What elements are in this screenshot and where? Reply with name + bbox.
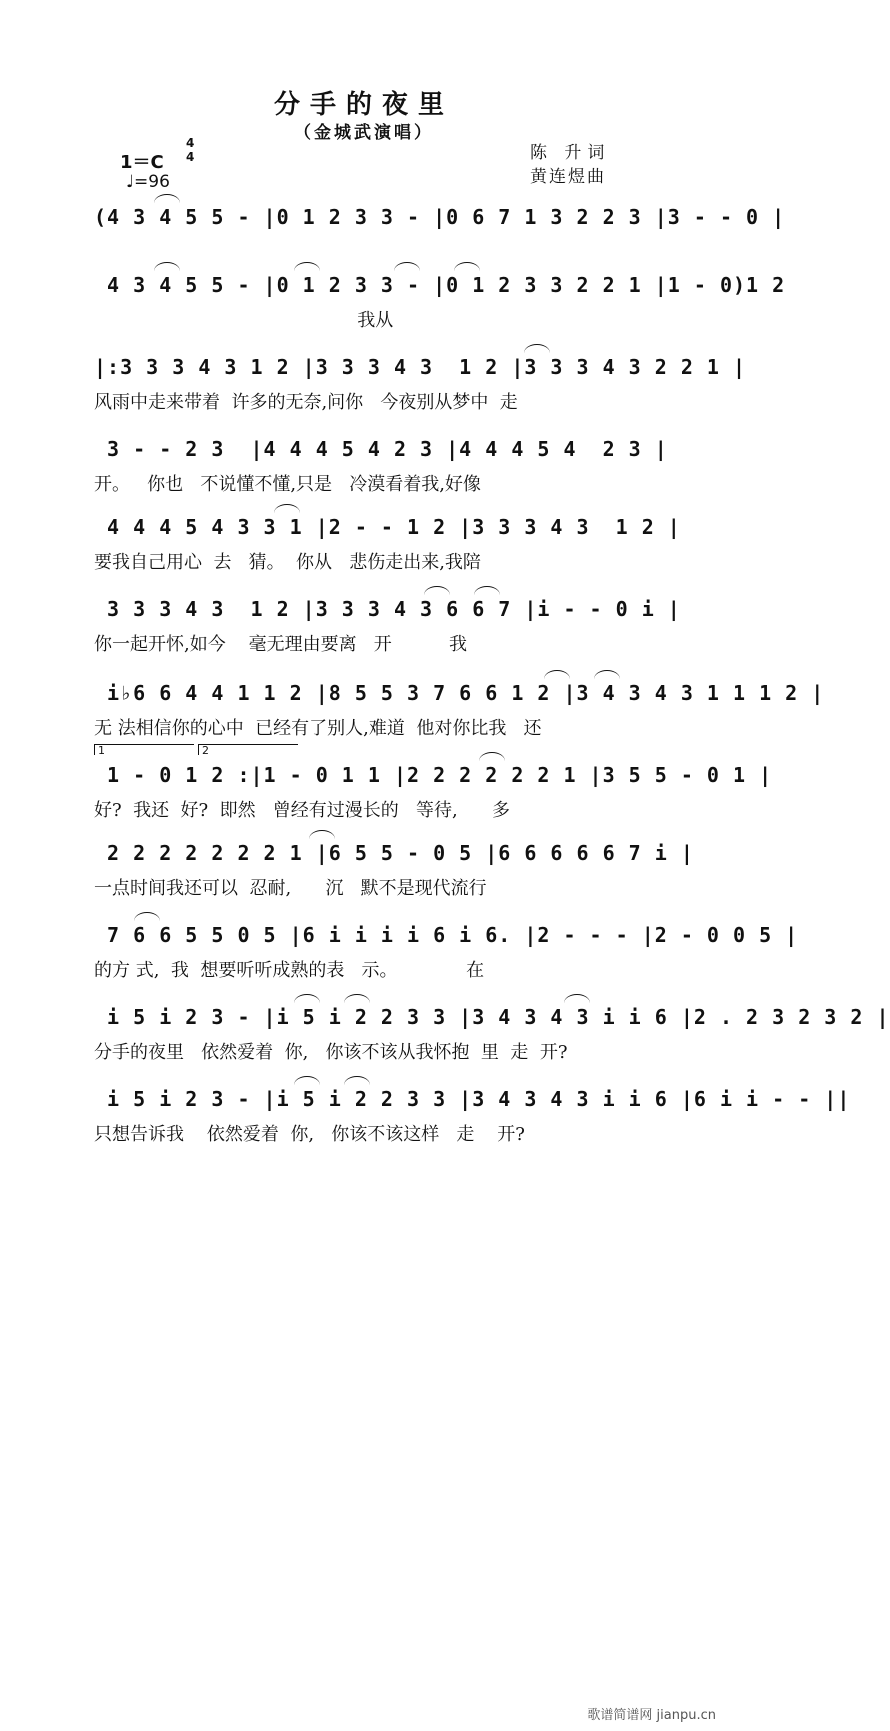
lyric-line: 你一起开怀,如今 毫无理由要离 开 我 xyxy=(94,634,467,655)
notation-line: (4 3 4 5 5 - |0 1 2 3 3 - |0 6 7 1 3 2 2 3 |3 - - 0 | xyxy=(94,205,786,229)
second-ending: 2 xyxy=(198,744,298,755)
lyric-line: 一点时间我还可以 忍耐, 沉 默不是现代流行 xyxy=(94,878,487,899)
site-watermark: 歌谱简谱网 jianpu.cn xyxy=(587,1708,716,1723)
slur-arc xyxy=(544,670,570,679)
slur-arc xyxy=(344,994,370,1003)
beam-line xyxy=(94,233,637,235)
lyric-line: 分手的夜里 依然爱着 你, 你该不该从我怀抱 里 走 开? xyxy=(94,1042,568,1063)
music-system xyxy=(94,350,747,413)
notation-line: 4 3 4 5 5 - |0 1 2 3 3 - |0 1 2 3 3 2 2 1 |1 - 0)1 2 xyxy=(94,273,786,297)
music-system xyxy=(94,836,694,899)
beam-line xyxy=(94,301,637,303)
meter-top: 4 xyxy=(186,136,195,150)
music-system xyxy=(94,744,773,821)
lyric-line: 的方 式, 我 想要听听成熟的表 示。 在 xyxy=(94,960,485,981)
lyric-line: 风雨中走来带着 许多的无奈,问你 今夜别从梦中 走 xyxy=(94,392,518,413)
meter-bottom: 4 xyxy=(186,150,195,164)
song-subtitle: （金城武演唱） xyxy=(294,123,434,143)
beam-line xyxy=(94,951,637,953)
slur-arc xyxy=(564,994,590,1003)
music-system xyxy=(94,1082,851,1145)
slur-arc xyxy=(424,586,450,595)
slur-arc xyxy=(524,344,550,353)
lyric-line: 开。 你也 不说懂不懂,只是 冷漠看着我,好像 xyxy=(94,474,481,495)
first-ending: 1 xyxy=(94,744,194,755)
slur-arc xyxy=(294,1076,320,1085)
music-system xyxy=(94,1000,890,1063)
slur-arc xyxy=(474,586,500,595)
music-system xyxy=(94,918,799,981)
beam-line xyxy=(94,383,637,385)
composer-credit: 黄连煜曲 xyxy=(530,167,606,187)
notation-line: |:3 3 3 4 3 1 2 |3 3 3 4 3 1 2 |3 3 3 4 3 2 2 1 | xyxy=(94,355,747,379)
notation-line: 3 - - 2 3 |4 4 4 5 4 2 3 |4 4 4 5 4 2 3 | xyxy=(94,437,668,461)
lyric-line: 我从 xyxy=(94,310,394,331)
lyric-line: 无 法相信你的心中 已经有了别人,难道 他对你比我 还 xyxy=(94,718,542,739)
song-title: 分手的夜里 xyxy=(273,90,454,120)
notation-line: i♭6 6 4 4 1 1 2 |8 5 5 3 7 6 6 1 2 |3 4 3 4 3 1 1 1 2 | xyxy=(94,681,825,705)
beam-line xyxy=(94,1115,637,1117)
slur-arc xyxy=(294,994,320,1003)
slur-arc xyxy=(274,504,300,513)
notation-line: 2 2 2 2 2 2 2 1 |6 5 5 - 0 5 |6 6 6 6 6 7 i | xyxy=(94,841,694,865)
music-system xyxy=(94,510,681,573)
beam-line xyxy=(94,465,637,467)
tempo-marking: ♩=96 xyxy=(126,172,170,192)
notation-line: 4 4 4 5 4 3 3 1 |2 - - 1 2 |3 3 3 4 3 1 2 | xyxy=(94,515,681,539)
music-system xyxy=(94,268,786,331)
beam-line xyxy=(94,1033,637,1035)
music-system xyxy=(94,676,825,739)
notation-line: 7 6 6 5 5 0 5 |6 i i i i 6 i 6. |2 - - - |2 - 0 0 5 | xyxy=(94,923,799,947)
time-signature xyxy=(186,136,194,164)
lyric-line: 好? 我还 好? 即然 曾经有过漫长的 等待, 多 xyxy=(94,800,511,821)
notation-line: 1 - 0 1 2 :|1 - 0 1 1 |2 2 2 2 2 2 1 |3 5 5 - 0 1 | xyxy=(94,763,773,787)
notation-line: i 5 i 2 3 - |i 5 i 2 2 3 3 |3 4 3 4 3 i i 6 |2 . 2 3 2 3 2 | xyxy=(94,1005,890,1029)
lyric-line: 只想告诉我 依然爱着 你, 你该不该这样 走 开? xyxy=(94,1124,525,1145)
key-signature: 1＝C xyxy=(120,152,164,173)
lyric-line: 要我自己用心 去 猜。 你从 悲伤走出来,我陪 xyxy=(94,552,481,573)
notation-line: 3 3 3 4 3 1 2 |3 3 3 4 3 6 6 7 |i - - 0 i | xyxy=(94,597,681,621)
slur-arc xyxy=(344,1076,370,1085)
beam-line xyxy=(94,791,637,793)
slur-arc xyxy=(309,830,335,839)
notation-line: i 5 i 2 3 - |i 5 i 2 2 3 3 |3 4 3 4 3 i i 6 |6 i i - - || xyxy=(94,1087,851,1111)
beam-line xyxy=(94,543,637,545)
beam-line xyxy=(94,709,637,711)
slur-arc xyxy=(154,194,180,203)
music-system xyxy=(94,432,668,495)
slur-arc xyxy=(134,912,160,921)
slur-arc xyxy=(479,752,505,761)
beam-line xyxy=(94,625,637,627)
lyricist-credit: 陈 升词 xyxy=(530,143,611,163)
music-system xyxy=(94,592,681,655)
lyric-line xyxy=(94,240,654,266)
beam-line xyxy=(94,869,637,871)
music-system xyxy=(94,200,786,260)
slur-arc xyxy=(594,670,620,679)
